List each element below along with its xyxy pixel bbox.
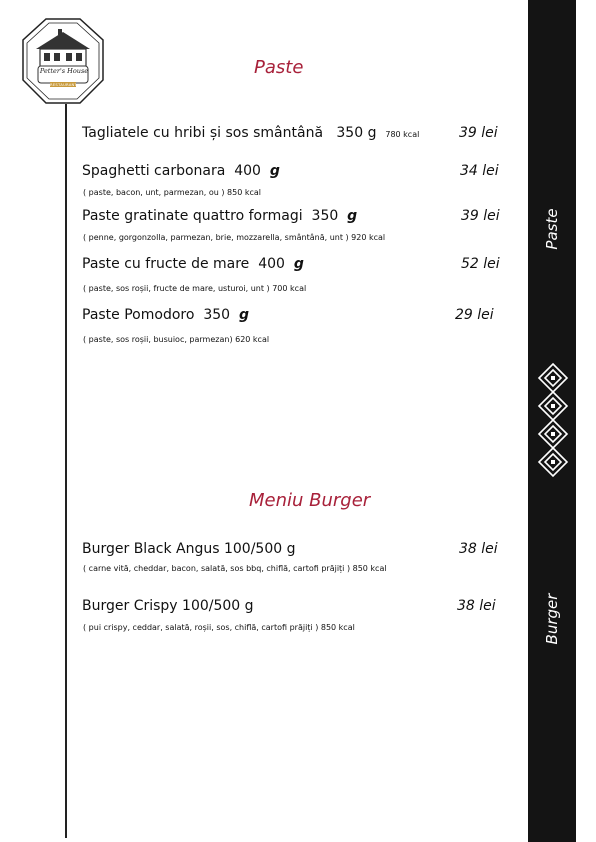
logo-text: Petter's House	[39, 67, 89, 75]
menu-item-price: 52 lei	[461, 256, 500, 272]
menu-item-name: Paste gratinate quattro formagi 350 g	[82, 208, 358, 224]
sidebar-label-burger: Burger	[543, 593, 561, 645]
section-title-burger: Meniu Burger	[249, 490, 371, 511]
menu-item-name: Burger Crispy 100/500 g	[82, 598, 254, 614]
sidebar	[528, 0, 576, 842]
menu-item-description: ( paste, sos roșii, busuioc, parmezan) 620 kcal	[83, 335, 270, 344]
menu-item-description: ( penne, gorgonzolla, parmezan, brie, mozzarella, smântână, unt ) 920 kcal	[83, 233, 386, 242]
menu-item-description: ( paste, sos roșii, fructe de mare, usturoi, unt ) 700 kcal	[83, 284, 307, 293]
menu-item-price: 38 lei	[457, 598, 496, 614]
menu-item-price: 39 lei	[459, 125, 498, 141]
menu-item-description: ( carne vită, cheddar, bacon, salată, sos bbq, chiflă, cartofi prăjiți ) 850 kcal	[83, 564, 387, 573]
menu-item-name: Tagliatele cu hribi și sos smântână 350 g 780 kcal	[82, 125, 420, 141]
menu-item-price: 34 lei	[460, 163, 499, 179]
restaurant-logo	[22, 18, 104, 104]
menu-item-name: Paste cu fructe de mare 400 g	[82, 256, 304, 272]
menu-item-price: 29 lei	[455, 307, 494, 323]
menu-item-name: Burger Black Angus 100/500 g	[82, 541, 296, 557]
menu-item-description: ( paste, bacon, unt, parmezan, ou ) 850 kcal	[83, 188, 261, 197]
ornament-icon	[536, 362, 570, 478]
menu-item-price: 39 lei	[461, 208, 500, 224]
menu-item-name: Spaghetti carbonara 400 g	[82, 163, 280, 179]
menu-item-description: ( pui crispy, ceddar, salată, roșii, sos, chiflă, cartofi prăjiți ) 850 kcal	[83, 623, 355, 632]
sidebar-label-paste: Paste	[543, 208, 561, 250]
section-title-paste: Paste	[254, 57, 304, 78]
menu-item-name: Paste Pomodoro 350 g	[82, 307, 249, 323]
menu-item-price: 38 lei	[459, 541, 498, 557]
kcal: 780 kcal	[385, 130, 420, 139]
left-divider	[65, 104, 67, 838]
logo-subtext: RESTAURANT	[50, 82, 78, 87]
